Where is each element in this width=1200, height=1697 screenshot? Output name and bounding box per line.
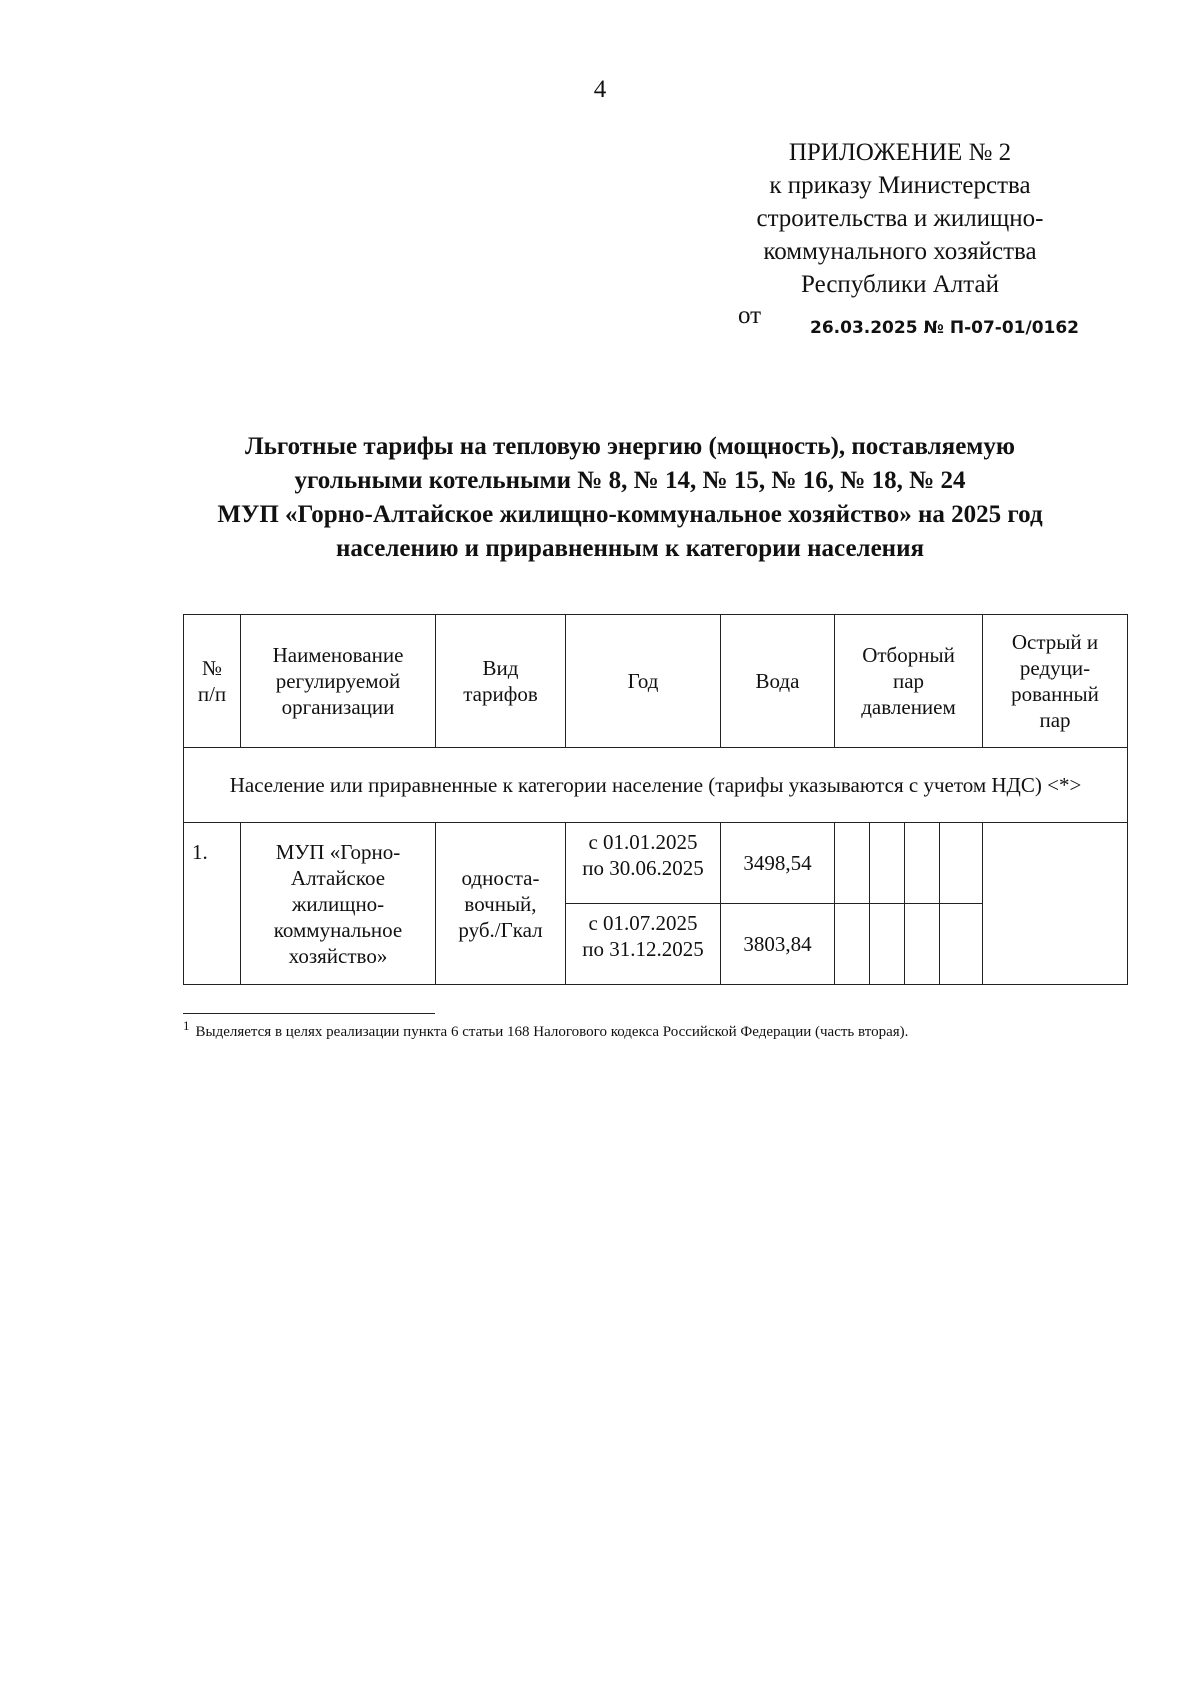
row-water-value: 3803,84: [721, 904, 835, 985]
empty-cell: [983, 823, 1128, 985]
header-sharp-steam: Острый и редуци- рованный пар: [983, 615, 1128, 748]
table-row: [184, 823, 1128, 904]
header-num: № п/п: [184, 615, 241, 748]
empty-cell: [940, 904, 983, 985]
footnote-marker: 1: [183, 1018, 190, 1033]
empty-cell: [905, 823, 940, 904]
title-line: угольными котельными № 8, № 14, № 15, № 16, № 18, № 24: [294, 467, 966, 494]
footnote-text: Выделяется в целях реализации пункта 6 статьи 168 Налогового кодекса Российской Федерации (часть вторая).: [195, 1024, 909, 1040]
appendix-heading: ПРИЛОЖЕНИЕ № 2: [788, 139, 1012, 166]
title-line: Льготные тарифы на тепловую энергию (мощность), поставляемую: [245, 433, 1015, 460]
empty-cell: [835, 904, 870, 985]
document-title: [140, 430, 1120, 566]
order-reference-stamp: 26.03.2025 № П-07-01/0162: [810, 318, 1080, 338]
title-line: населению и приравненным к категории населения: [335, 535, 925, 562]
appendix-line: коммунального хозяйства: [763, 238, 1037, 265]
title-line: МУП «Горно-Алтайское жилищно-коммунальное хозяйство» на 2025 год: [217, 501, 1043, 528]
row-number: 1.: [184, 823, 241, 985]
header-extraction-steam: Отборный пар давлением: [835, 615, 983, 748]
header-org: Наименование регулируемой организации: [241, 615, 436, 748]
appendix-line: строительства и жилищно-: [756, 205, 1044, 232]
row-period: с 01.01.2025 по 30.06.2025: [566, 823, 721, 904]
appendix-line: к приказу Министерства: [769, 172, 1031, 199]
header-kind: Вид тарифов: [436, 615, 566, 748]
empty-cell: [835, 823, 870, 904]
tariff-table: [183, 614, 1128, 985]
empty-cell: [870, 823, 905, 904]
table-header-row: [184, 615, 1128, 748]
footnote-divider: [183, 1013, 435, 1014]
order-from-label: от: [738, 302, 762, 329]
table-section-row: [184, 748, 1128, 823]
row-organization: МУП «Горно- Алтайское жилищно- коммунальное хозяйство»: [241, 823, 436, 985]
row-period: с 01.07.2025 по 31.12.2025: [566, 904, 721, 985]
appendix-line: Республики Алтай: [801, 271, 999, 298]
appendix-block: [730, 136, 1070, 301]
empty-cell: [940, 823, 983, 904]
row-tariff-kind: односта- вочный, руб./Гкал: [436, 823, 566, 985]
footnote: [183, 1018, 908, 1041]
section-label: Население или приравненные к категории население (тарифы указываются с учетом НДС) <*>: [184, 748, 1128, 823]
empty-cell: [905, 904, 940, 985]
empty-cell: [870, 904, 905, 985]
row-water-value: 3498,54: [721, 823, 835, 904]
header-water: Вода: [721, 615, 835, 748]
page-number: 4: [593, 76, 607, 103]
header-year: Год: [566, 615, 721, 748]
